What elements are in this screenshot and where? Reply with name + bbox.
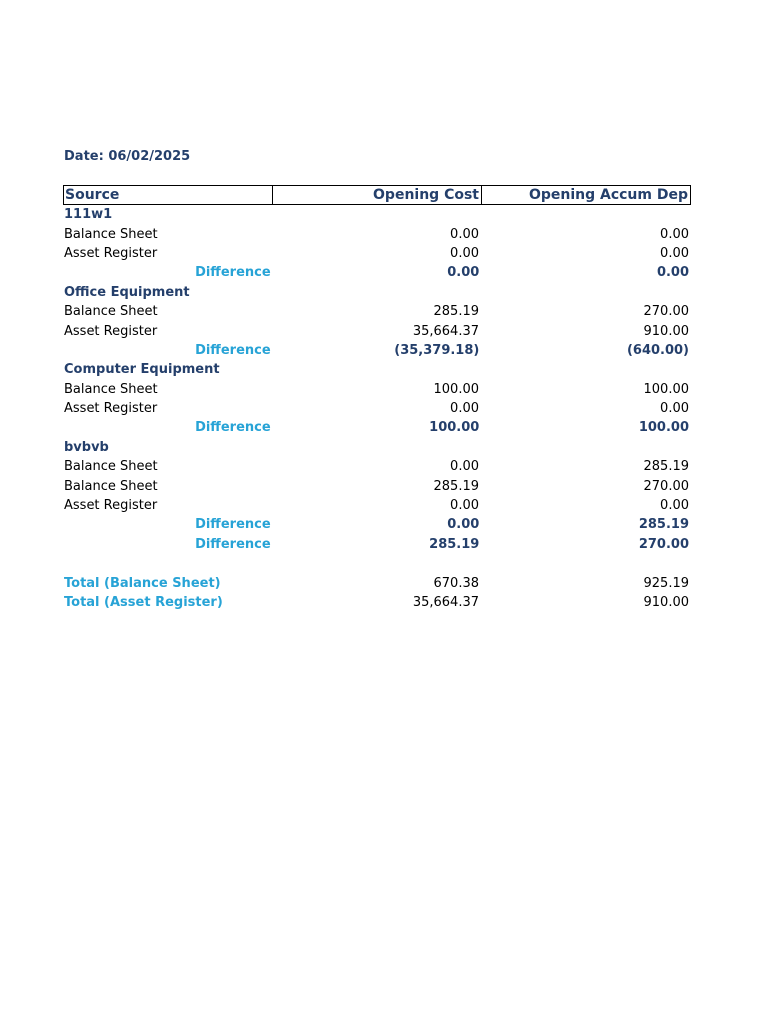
opening-accum-dep-value: 910.00 bbox=[643, 595, 689, 610]
table-row bbox=[63, 476, 691, 495]
group-title: Office Equipment bbox=[64, 284, 190, 300]
table-row bbox=[63, 224, 691, 243]
opening-cost-value: 670.38 bbox=[433, 575, 479, 591]
opening-accum-dep-column-header: Opening Accum Dep bbox=[482, 185, 691, 205]
row-label: Total (Asset Register) bbox=[64, 595, 223, 610]
opening-accum-dep-value: 0.00 bbox=[656, 265, 690, 281]
opening-cost-value: 0.00 bbox=[450, 498, 479, 514]
reconciliation-table bbox=[63, 185, 691, 612]
opening-cost-value: (35,379.18) bbox=[394, 342, 480, 358]
opening-cost-value: 100.00 bbox=[429, 420, 480, 436]
opening-accum-dep-value: 910.00 bbox=[643, 323, 689, 339]
opening-cost-value: 285.19 bbox=[433, 478, 479, 494]
table-row bbox=[63, 457, 691, 476]
group-title-row bbox=[63, 205, 691, 224]
opening-cost-column-header: Opening Cost bbox=[273, 185, 482, 205]
difference-row bbox=[63, 515, 691, 534]
opening-accum-dep-value: 100.00 bbox=[643, 381, 689, 397]
opening-accum-dep-value: 270.00 bbox=[638, 536, 690, 552]
group-title: bvbvb bbox=[64, 439, 109, 455]
total-row bbox=[63, 593, 691, 612]
opening-cost-value: 35,664.37 bbox=[412, 595, 479, 610]
table-header bbox=[63, 185, 691, 205]
row-label: Asset Register bbox=[64, 498, 158, 514]
opening-accum-dep-value: (640.00) bbox=[626, 342, 690, 358]
opening-accum-dep-value: 0.00 bbox=[660, 245, 689, 261]
row-label: Balance Sheet bbox=[64, 304, 158, 320]
opening-cost-value: 0.00 bbox=[450, 226, 479, 242]
total-row bbox=[63, 573, 691, 592]
opening-cost-value: 100.00 bbox=[433, 381, 479, 397]
opening-accum-dep-value: 0.00 bbox=[660, 226, 689, 242]
row-label: Balance Sheet bbox=[64, 381, 158, 397]
difference-row bbox=[63, 263, 691, 282]
table-row bbox=[63, 244, 691, 263]
row-label: Asset Register bbox=[64, 323, 158, 339]
row-label: Difference bbox=[195, 420, 271, 436]
difference-row bbox=[63, 418, 691, 437]
group-title-row bbox=[63, 438, 691, 457]
group-title-row bbox=[63, 360, 691, 379]
opening-accum-dep-value: 285.19 bbox=[638, 517, 690, 533]
opening-cost-value: 285.19 bbox=[433, 304, 479, 320]
group-title: Computer Equipment bbox=[64, 362, 220, 378]
row-label: Difference bbox=[195, 517, 271, 533]
opening-cost-value: 285.19 bbox=[429, 536, 480, 552]
table-row bbox=[63, 496, 691, 515]
opening-accum-dep-value: 100.00 bbox=[638, 420, 690, 436]
opening-cost-value: 0.00 bbox=[447, 265, 480, 281]
row-label: Asset Register bbox=[64, 245, 158, 261]
source-column-header: Source bbox=[63, 185, 273, 205]
report-date: Date: 06/02/2025 bbox=[64, 149, 191, 164]
table-row bbox=[63, 321, 691, 340]
row-label: Difference bbox=[195, 536, 271, 552]
table-row bbox=[63, 380, 691, 399]
row-label: Balance Sheet bbox=[64, 459, 158, 475]
table-row bbox=[63, 399, 691, 418]
opening-accum-dep-value: 270.00 bbox=[643, 304, 689, 320]
opening-accum-dep-value: 285.19 bbox=[643, 459, 689, 475]
opening-accum-dep-value: 0.00 bbox=[660, 498, 689, 514]
opening-cost-value: 0.00 bbox=[447, 517, 480, 533]
row-label: Difference bbox=[195, 342, 271, 358]
opening-cost-value: 0.00 bbox=[450, 459, 479, 475]
table-body bbox=[63, 205, 691, 612]
row-label: Balance Sheet bbox=[64, 226, 158, 242]
row-label: Total (Balance Sheet) bbox=[64, 575, 221, 591]
table-row bbox=[63, 302, 691, 321]
difference-row bbox=[63, 341, 691, 360]
group-title: 111w1 bbox=[64, 207, 113, 223]
opening-accum-dep-value: 0.00 bbox=[660, 401, 689, 417]
opening-cost-value: 35,664.37 bbox=[412, 323, 479, 339]
difference-row bbox=[63, 535, 691, 554]
opening-cost-value: 0.00 bbox=[450, 401, 479, 417]
spacer bbox=[63, 554, 691, 573]
row-label: Balance Sheet bbox=[64, 478, 158, 494]
row-label: Asset Register bbox=[64, 401, 158, 417]
row-label: Difference bbox=[195, 265, 271, 281]
opening-accum-dep-value: 270.00 bbox=[643, 478, 689, 494]
opening-accum-dep-value: 925.19 bbox=[643, 575, 689, 591]
opening-cost-value: 0.00 bbox=[450, 245, 479, 261]
group-title-row bbox=[63, 283, 691, 302]
